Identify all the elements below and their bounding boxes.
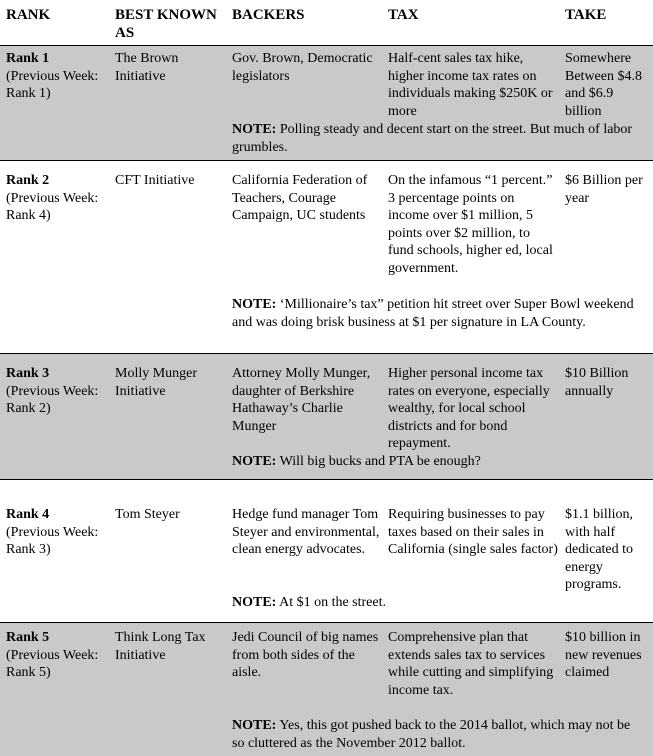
previous-rank: (Previous Week: Rank 5) [6,647,99,681]
rank-label: Rank 2 [6,173,50,188]
header-take: TAKE [565,7,607,23]
rank-label: Rank 5 [6,630,50,645]
take-cell: $10 Billion annually [565,366,629,399]
rank-cell [6,365,110,418]
row-note [232,453,644,471]
table-row-rank-3 [0,354,653,479]
note-text: Polling steady and decent start on the street. But much of labor grumbles. [232,122,633,155]
note-text: Will big bucks and PTA be enough? [279,454,481,469]
note-label: NOTE: [232,122,277,137]
row-note [232,594,644,612]
table-header [0,0,653,45]
rank-label: Rank 1 [6,51,50,66]
note-label: NOTE: [232,297,277,312]
rank-label: Rank 3 [6,366,50,381]
rank-cell [6,50,110,103]
tax-cell: Requiring businesses to pay taxes based on their sales in California (single sales factor) [388,507,558,558]
note-label: NOTE: [232,454,277,469]
take-cell: $6 Billion per year [565,173,643,206]
rank-label: Rank 4 [6,507,50,522]
known-as-cell: The Brown Initiative [115,51,179,84]
header-known-as: BEST KNOWN AS [115,7,217,41]
note-text: At $1 on the street. [279,595,386,610]
previous-rank: (Previous Week: Rank 3) [6,524,99,558]
note-text: ‘Millionaire’s tax” petition hit street over Super Bowl weekend and was doing brisk business at $1 per signature in LA County. [232,297,634,330]
backers-cell: California Federation of Teachers, Courage Campaign, UC students [232,173,368,224]
header-rank: RANK [6,7,51,23]
backers-cell: Jedi Council of big names from both sides of the aisle. [232,630,379,681]
known-as-cell: Molly Munger Initiative [115,366,198,399]
previous-rank: (Previous Week: Rank 1) [6,68,99,102]
known-as-cell: CFT Initiative [115,173,195,188]
note-text: Yes, this got pushed back to the 2014 ballot, which may not be so cluttered as the November 2012 ballot. [232,718,631,751]
rank-cell [6,506,110,559]
known-as-cell: Think Long Tax Initiative [115,630,206,663]
table-row-rank-5 [0,623,653,756]
row-note [232,296,644,331]
backers-cell: Attorney Molly Munger, daughter of Berkshire Hathaway’s Charlie Munger [232,366,371,434]
tax-cell: Higher personal income tax rates on everyone, especially wealthy, for local school districts and for bond repayment. [388,366,550,452]
backers-cell: Hedge fund manager Tom Steyer and environmental, clean energy advocates. [232,507,380,558]
rank-cell [6,172,110,225]
table-row-rank-1 [0,46,653,160]
known-as-cell: Tom Steyer [115,507,180,522]
tax-cell: Comprehensive plan that extends sales tax to services while cutting and simplifying income tax. [388,630,554,698]
note-label: NOTE: [232,595,277,610]
header-tax: TAX [388,7,419,23]
take-cell: $1.1 billion, with half dedicated to energy programs. [565,507,634,593]
previous-rank: (Previous Week: Rank 2) [6,383,99,417]
rank-cell [6,629,110,682]
header-backers: BACKERS [232,7,305,23]
tax-cell: On the infamous “1 percent.” 3 percentage points on income over $1 million, 5 points over $2 million, to fund schools, higher ed, local government. [388,173,553,276]
row-note [232,717,644,752]
note-label: NOTE: [232,718,277,733]
row-note [232,121,644,156]
table-row-rank-4 [0,480,653,622]
tax-cell: Half-cent sales tax hike, higher income tax rates on individuals making $250K or more [388,51,553,119]
take-cell: $10 billion in new revenues claimed [565,630,642,681]
previous-rank: (Previous Week: Rank 4) [6,190,99,224]
take-cell: Somewhere Between $4.8 and $6.9 billion [565,51,642,119]
backers-cell: Gov. Brown, Democratic legislators [232,51,373,84]
table-row-rank-2 [0,161,653,353]
